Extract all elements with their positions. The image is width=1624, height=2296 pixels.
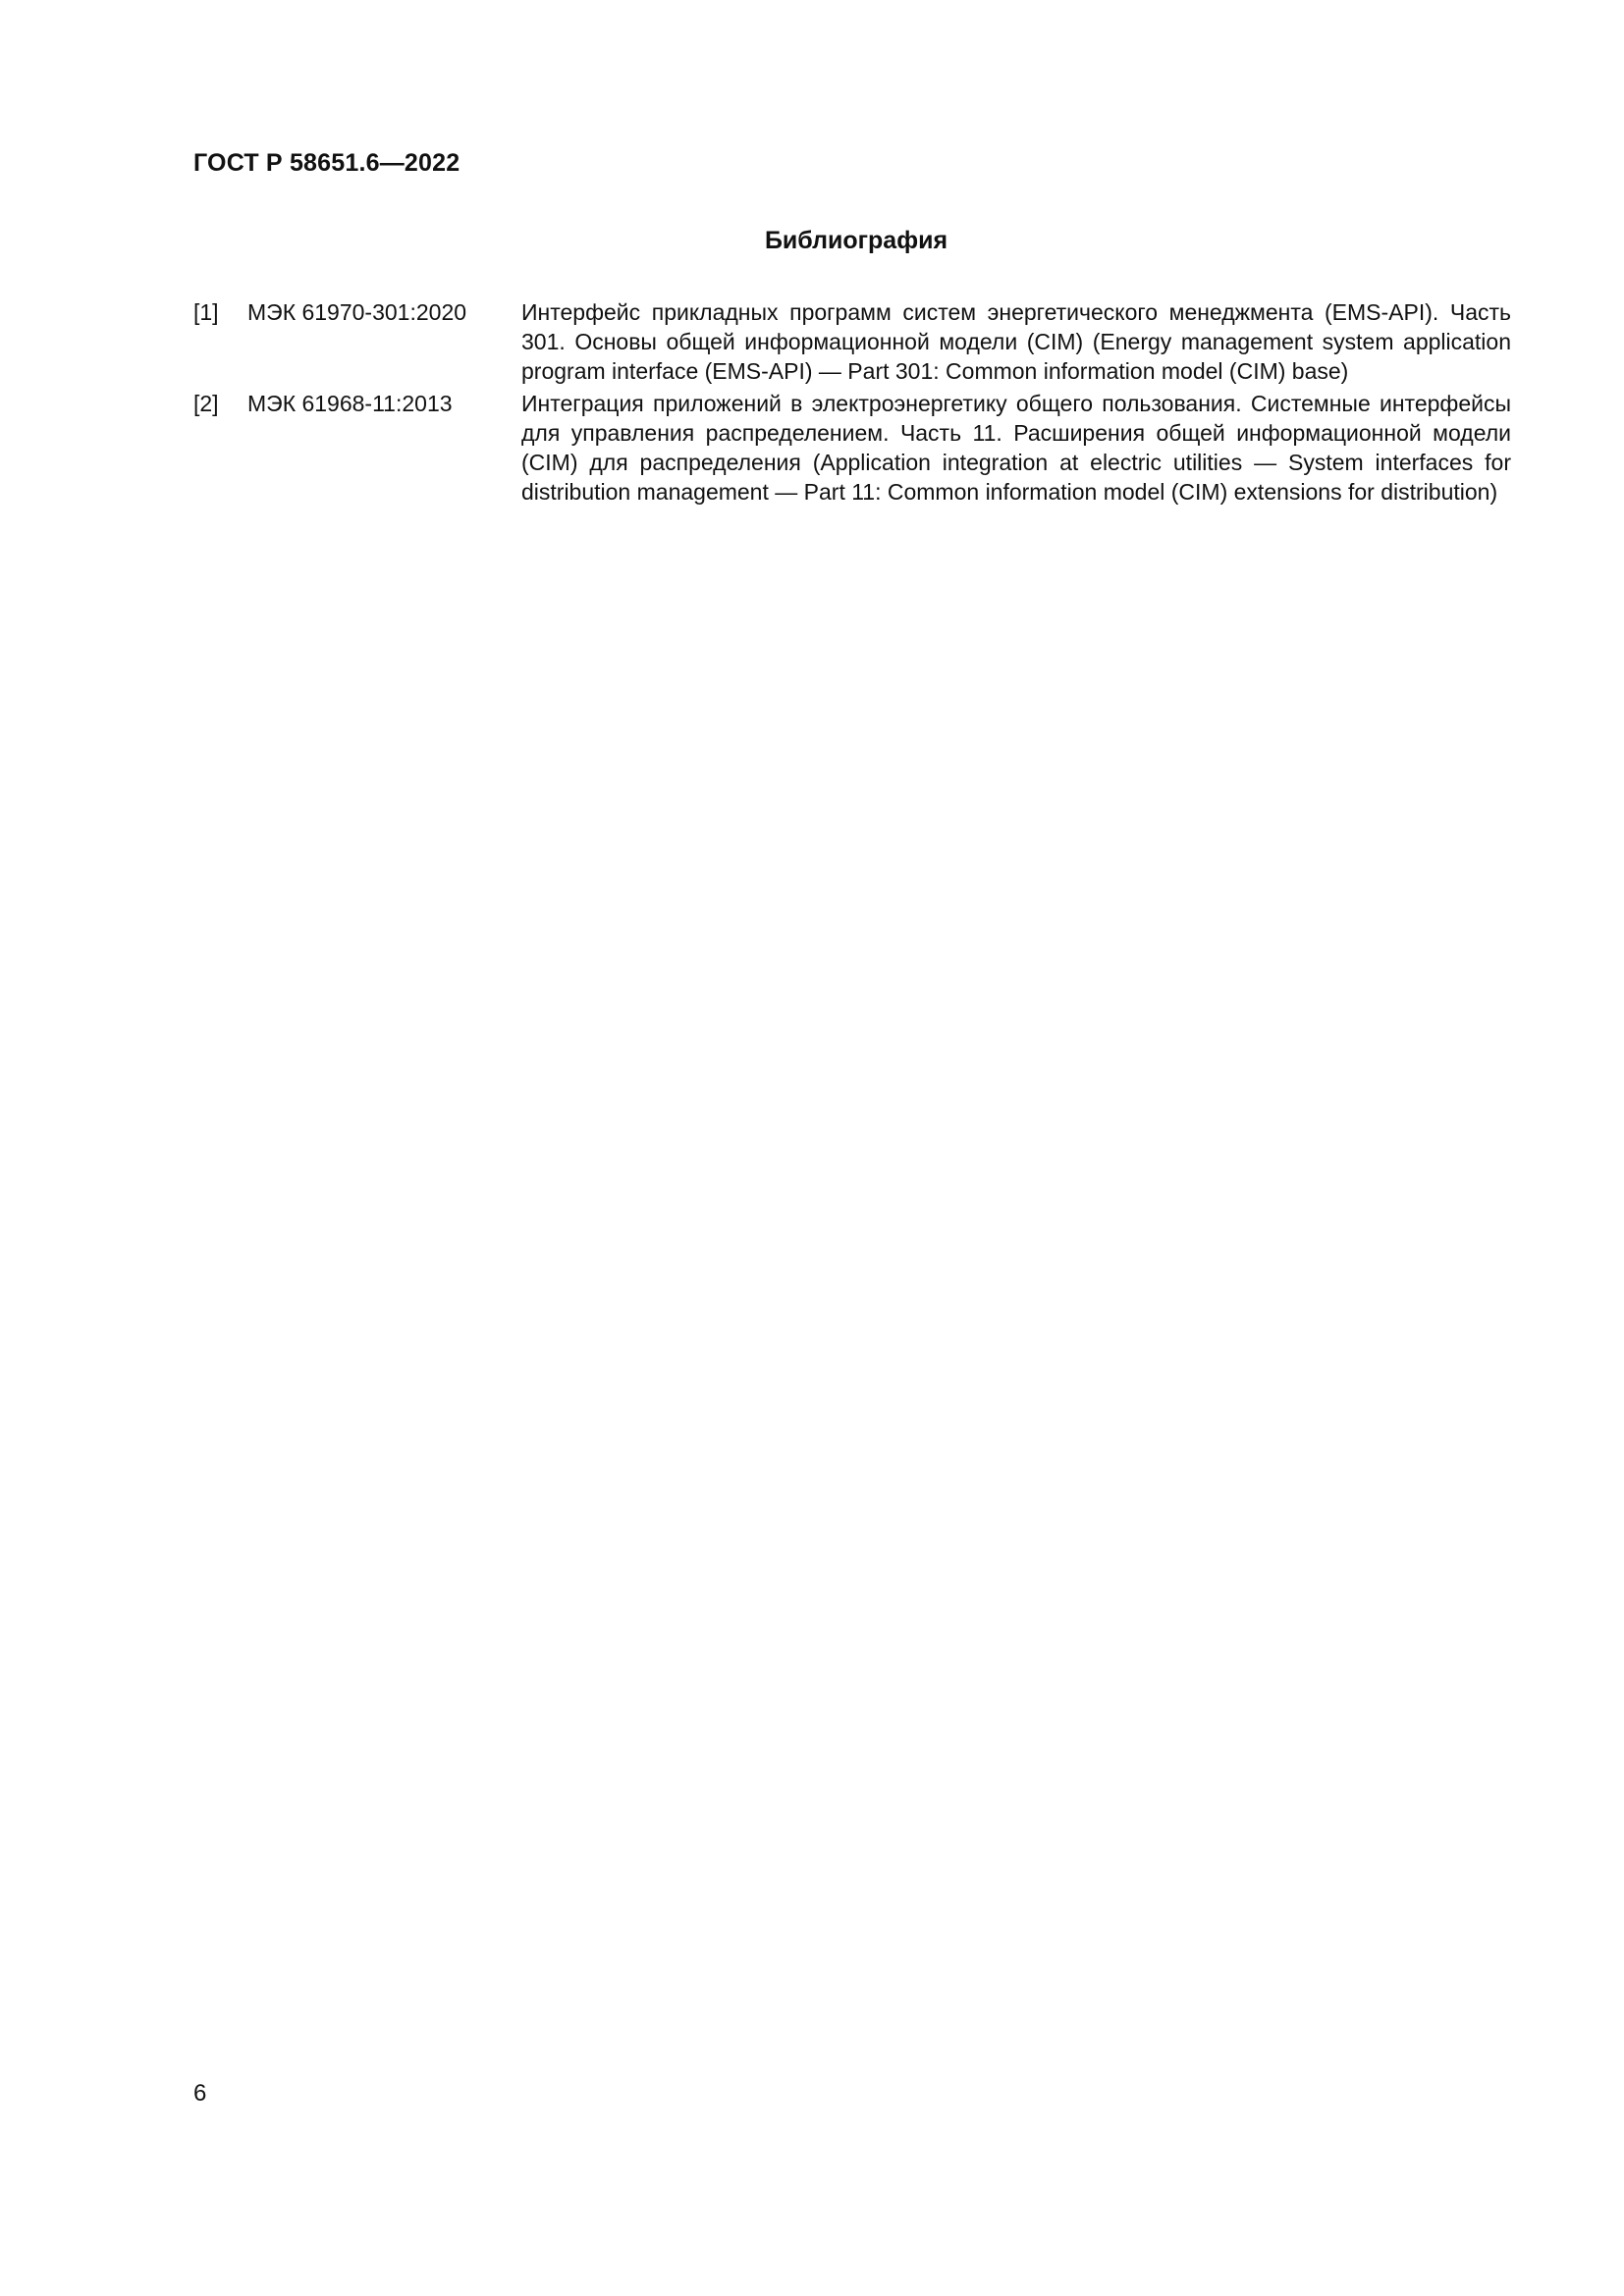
bibliography-entry: [193, 297, 1511, 386]
section-title: Библиография: [764, 227, 948, 254]
bibliography-list: [193, 297, 1511, 509]
page-number: 6: [193, 2080, 207, 2107]
entry-number: [2]: [193, 391, 219, 416]
entry-description: Интеграция приложений в электроэнергетику общего пользования. Системные интерфейсы для управления распределением. Часть 11. Расширения общей информационной модели (CIM) для распределения (Application integration at electric utilities — System interfaces for distribution management — Part 11: Common information model (CIM) extensions for distribution): [521, 391, 1511, 505]
entry-standard-code: МЭК 61968-11:2013: [247, 391, 453, 416]
entry-number: [1]: [193, 299, 219, 325]
document-code: ГОСТ Р 58651.6—2022: [193, 149, 460, 177]
bibliography-entry: [193, 389, 1511, 507]
entry-standard-code: МЭК 61970-301:2020: [247, 299, 467, 325]
entry-description: Интерфейс прикладных программ систем энергетического менеджмента (EMS-API). Часть 301. Основы общей информационной модели (CIM) (Energy management system application program interface (EMS-API) — Part 301: Common information model (CIM) base): [521, 299, 1511, 384]
